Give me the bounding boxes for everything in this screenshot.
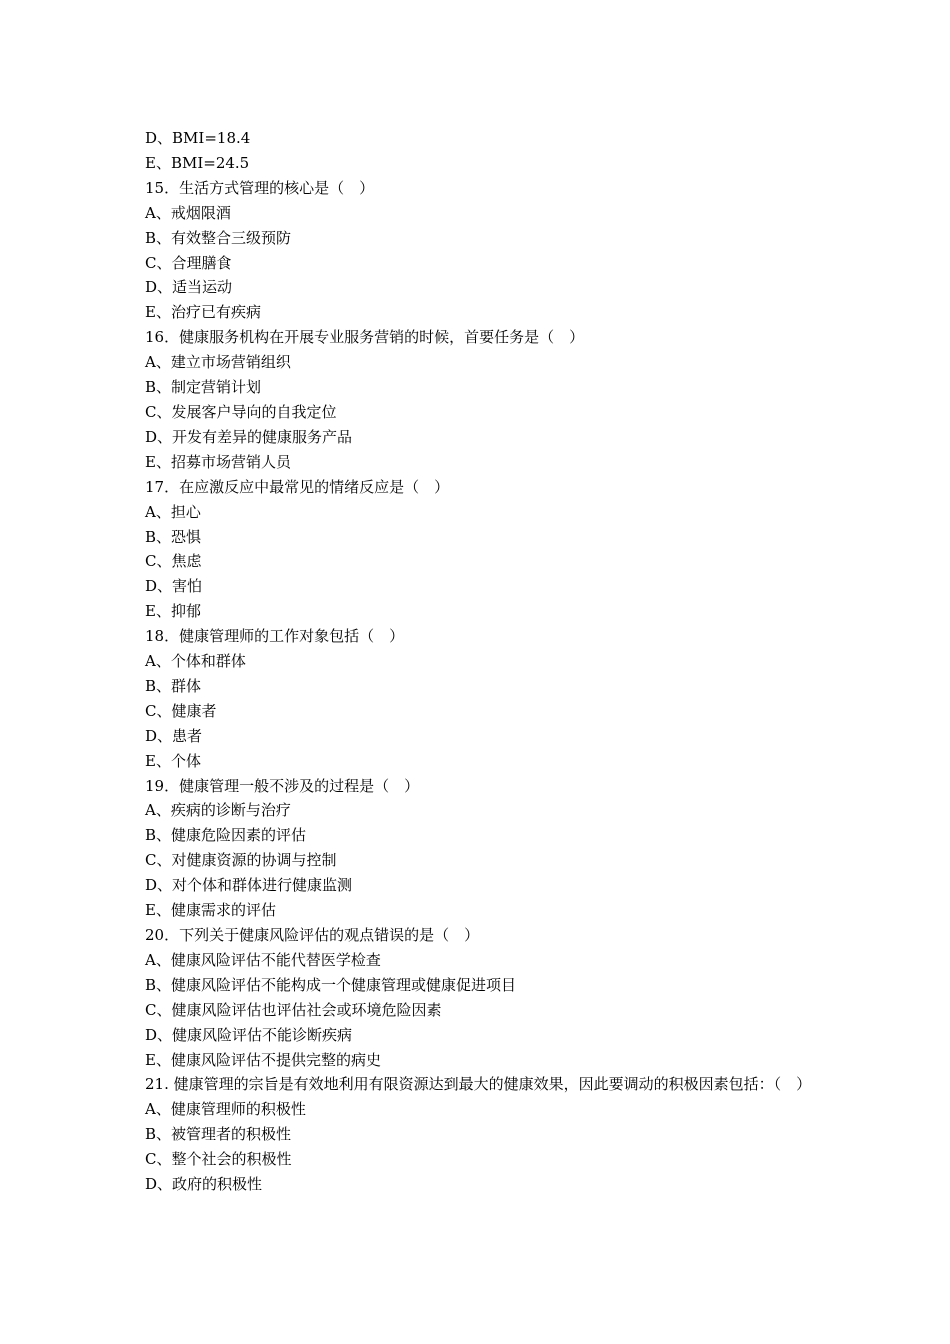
answer-option: C、健康者 <box>145 701 217 720</box>
answer-option: A、疾病的诊断与治疗 <box>145 801 291 820</box>
answer-option: B、群体 <box>145 676 202 695</box>
answer-option: C、焦虑 <box>145 552 202 571</box>
answer-option: C、整个社会的积极性 <box>145 1150 292 1169</box>
answer-option: D、BMI=18.4 <box>145 129 251 147</box>
answer-option: B、被管理者的积极性 <box>145 1125 292 1144</box>
answer-option: E、健康风险评估不提供完整的病史 <box>145 1050 381 1069</box>
answer-option: D、适当运动 <box>145 278 233 297</box>
document-body <box>145 126 825 1197</box>
answer-option: A、健康风险评估不能代替医学检查 <box>145 950 381 969</box>
answer-option: E、招募市场营销人员 <box>145 452 291 471</box>
question-stem: 19．健康管理一般不涉及的过程是（ ） <box>145 776 420 795</box>
answer-option: B、恐惧 <box>145 527 202 546</box>
question-stem: 20．下列关于健康风险评估的观点错误的是（ ） <box>145 926 480 944</box>
answer-option: B、健康危险因素的评估 <box>145 826 307 845</box>
answer-option: C、健康风险评估也评估社会或环境危险因素 <box>145 1000 442 1019</box>
answer-option: A、个体和群体 <box>145 652 246 671</box>
answer-option: D、开发有差异的健康服务产品 <box>145 427 353 446</box>
answer-option: A、健康管理师的积极性 <box>145 1100 306 1119</box>
answer-option: C、发展客户导向的自我定位 <box>145 402 337 421</box>
answer-option: B、健康风险评估不能构成一个健康管理或健康促进项目 <box>145 975 517 994</box>
answer-option: D、害怕 <box>145 577 203 596</box>
answer-option: D、政府的积极性 <box>145 1175 263 1194</box>
answer-option: E、个体 <box>145 751 201 770</box>
answer-option: C、对健康资源的协调与控制 <box>145 851 337 870</box>
question-stem: 16．健康服务机构在开展专业服务营销的时候，首要任务是（ ） <box>145 328 585 347</box>
answer-option: D、对个体和群体进行健康监测 <box>145 876 353 895</box>
answer-option: E、抑郁 <box>145 602 201 621</box>
answer-option: E、健康需求的评估 <box>145 901 276 920</box>
answer-option: A、担心 <box>145 502 201 521</box>
answer-option: D、患者 <box>145 726 203 745</box>
answer-option: B、有效整合三级预防 <box>145 228 292 247</box>
question-stem: 17．在应激反应中最常见的情绪反应是（ ） <box>145 477 450 496</box>
question-stem: 21. 健康管理的宗旨是有效地利用有限资源达到最大的健康效果，因此要调动的积极因素包括：（ ） <box>145 1075 812 1094</box>
answer-option: B、制定营销计划 <box>145 378 262 397</box>
answer-option: E、治疗已有疾病 <box>145 303 261 322</box>
answer-option: A、戒烟限酒 <box>145 203 231 222</box>
answer-option: C、合理膳食 <box>145 253 232 272</box>
answer-option: E、BMI=24.5 <box>145 153 250 172</box>
answer-option: A、建立市场营销组织 <box>145 353 291 372</box>
question-stem: 15．生活方式管理的核心是（ ） <box>145 178 375 197</box>
question-stem: 18．健康管理师的工作对象包括（ ） <box>145 627 405 646</box>
answer-option: D、健康风险评估不能诊断疾病 <box>145 1025 353 1044</box>
